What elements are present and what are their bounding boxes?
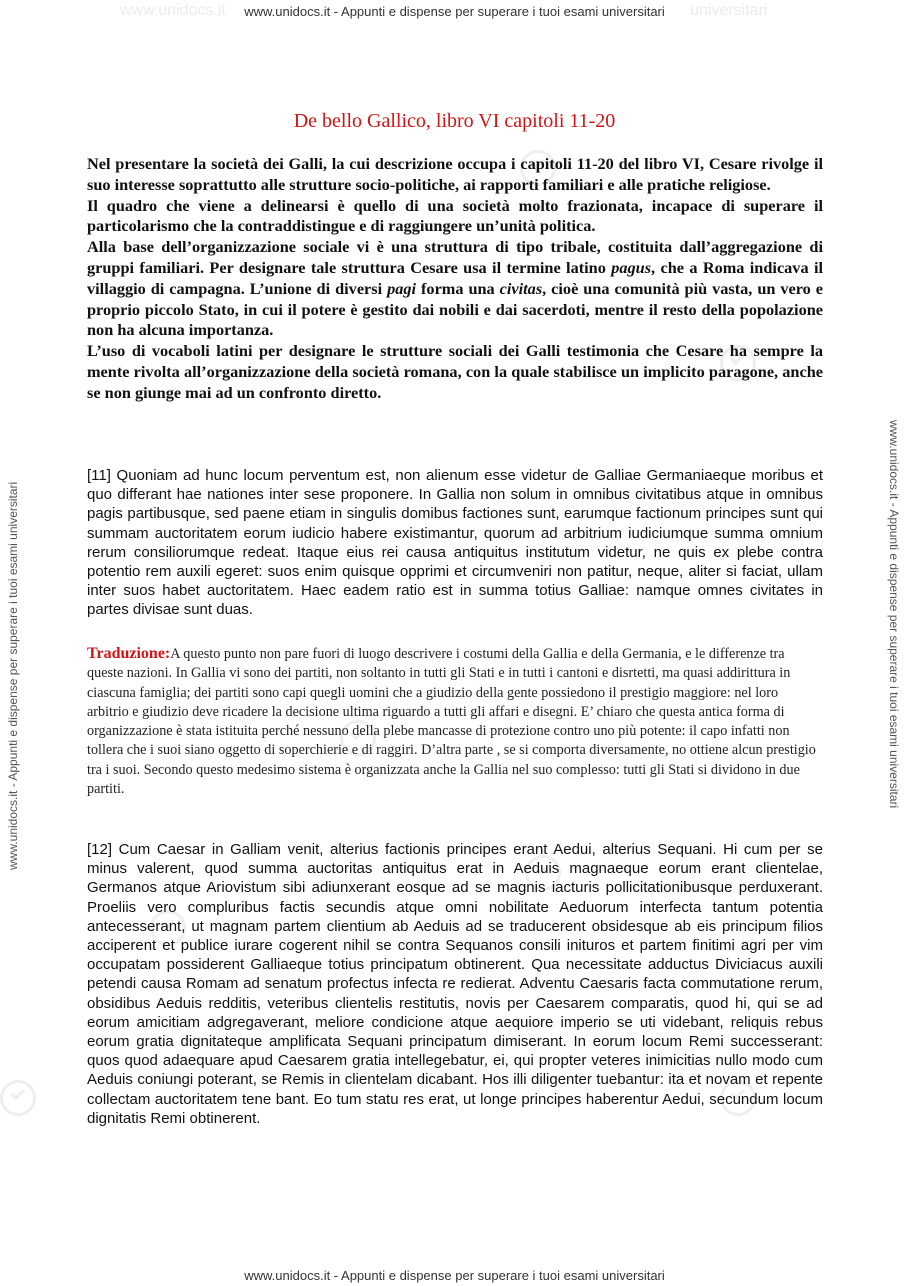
- intro-paragraph-2: Il quadro che viene a delinearsi è quello di una società molto frazionata, incapace di superare il particolarismo che la contraddistingue e di raggiungere un’unità politica.: [87, 195, 823, 236]
- watermark-footer: www.unidocs.it - Appunti e dispense per superare i tuoi esami universitari: [244, 1268, 665, 1283]
- term-pagi: pagi: [387, 278, 417, 298]
- watermark-side-right: www.unidocs.it - Appunti e dispense per superare i tuoi esami universitari: [887, 420, 901, 809]
- intro-paragraph-1: Nel presentare la società dei Galli, la cui descrizione occupa i capitoli 11-20 del libro VI, Cesare rivolge il suo interesse soprattutto alle strutture socio-politiche, ai rapporti familiari e alle pratiche religiose.: [87, 154, 823, 194]
- term-civitas: civitas: [499, 278, 543, 298]
- watermark-header: www.unidocs.it - Appunti e dispense per superare i tuoi esami universitari: [244, 4, 665, 19]
- term-pagus: pagus: [611, 257, 652, 277]
- intro-section: [87, 154, 823, 404]
- watermark-side-left: www.unidocs.it - Appunti e dispense per superare i tuoi esami universitari: [6, 481, 20, 870]
- translation-text: A questo punto non pare fuori di luogo descrivere i costumi della Gallia e della Germania, e le differenze tra queste nazioni. In Gallia vi sono dei partiti, non soltanto in tutti gli Stati e in tutti i cantoni e disrtetti, ma quasi addirittura in ciascuna famiglia; dei partiti sono capi quegli uomini che a giudizio della gente possiedono il prestigio maggiore: nel loro arbitrio e giudizio deve ricadere la decisione ultima riguardo a tutti gli affari e disegni. E’ chiaro che questa antica forma di organizzazione è stata istituita perché nessuno della plebe mancasse di protezione contro uno più potente: il capo infatti non tollera che i suoi siano oggetto di soperchierie e di raggiri. D’altra parte , se si comporta diversamente, no ottiene alcun prestigio tra i suoi. Secondo questo medesimo sistema è organizzata anche la Gallia nel suo complesso: tutti gli Stati si dividono in due partiti.: [87, 646, 816, 798]
- chapter-11-latin: [11] Quoniam ad hunc locum perventum est, non alienum esse videtur de Galliae Germaniaeque moribus et quo differant hae nationes inter sese proponere. In Gallia non solum in omnibus civitatibus atque in omnibus pagis partibusque, sed paene etiam in singulis domibus factiones sunt, earumque factionum principes sunt qui summam auctoritatem eorum iudicio habere existimantur, quorum ad arbitrium iudiciumque summa omnium rerum consiliorumque redeat. Itaque eius rei causa antiquitus institutum videtur, ne quis ex plebe contra potentio rem auxili egeret: suos enim quisque opprimi et circumveniri non patitur, neque, aliter si faciat, ullam inter suos habet auctoritatem. Haec eadem ratio est in summa totius Galliae: namque omnes civitates in partes divisae sunt duas.: [87, 467, 823, 619]
- chapter-11-translation: [87, 644, 823, 799]
- watermark-faint-right: universitari: [690, 2, 768, 19]
- watermark-faint-left: www.unidocs.it: [120, 2, 226, 19]
- chapter-12-latin: [12] Cum Caesar in Galliam venit, alterius factionis principes erant Aedui, alterius Sequani. Hi cum per se minus valerent, quod summa auctoritas antiquitus erat in Aeduis magnaeque eorum erant clientelae, Germanos atque Ariovistum sibi adiunxerant eosque ad se magnis iacturis pollicitationibusque perduxerant. Proeliis vero compluribus factis secundis atque omni nobilitate Aeduorum interfecta tantum potentia antecesserant, ut magnam partem clientium ab Aeduis ad se traducerent obsidesque ab eis principum filios acciperent et publice iurare cogerent nihil se contra Sequanos consili inituros et partem finitimi agri per vim occupatam possiderent Galliaeque totius principatum obtinerent. Qua necessitate adductus Diviciacus auxili petendi causa Romam ad senatum profectus infecta re redierat. Adventu Caesaris facta commutatione rerum, obsidibus Aeduis redditis, veteribus clientelis restitutis, novis per Caesarem comparatis, quod hi, qui se ad eorum amicitiam adgregaverant, meliore condicione atque aequiore imperio se uti videbant, reliquis rebus eorum gratia dignitateque amplificata Sequani principatum dimiserant. In eorum locum Remi successerant: quos quod adaequare apud Caesarem gratia intellegebatur, ei, qui propter veteres inimicitias nullo modo cum Aeduis coniungi poterant, se Remis in clientelam dicabant. Hos illi diligenter tuebantur: ita et novam et repente collectam auctoritatem tene bant. Eo tum statu res erat, ut longe principes haberentur Aedui, secundum locum dignitatis Remi obtinerent.: [87, 841, 823, 1127]
- translation-label: Traduzione:: [87, 645, 171, 662]
- intro-paragraph-4: L’uso di vocaboli latini per designare le strutture sociali dei Galli testimonia che Cesare ha sempre la mente rivolta all’organizzazione della società romana, con la quale stabilisce un implicito paragone, anche se non giunge mai ad un confronto diretto.: [87, 341, 823, 402]
- document-title: De bello Gallico, libro VI capitoli 11-20: [293, 110, 616, 132]
- intro-paragraph-3: Alla base dell’organizzazione sociale vi è una struttura di tipo tribale, costituita dall’aggregazione di gruppi familiari. Per designare tale struttura Cesare usa il termine latino pagus, che a Roma indicava il villaggio di campagna. L’unione di diversi pagi forma una civitas, cioè una comunità più vasta, un vero e proprio piccolo Stato, in cui il potere è gestito dai nobili e dai sacerdoti, mentre il resto della popolazione non ha alcuna importanza.: [87, 237, 824, 340]
